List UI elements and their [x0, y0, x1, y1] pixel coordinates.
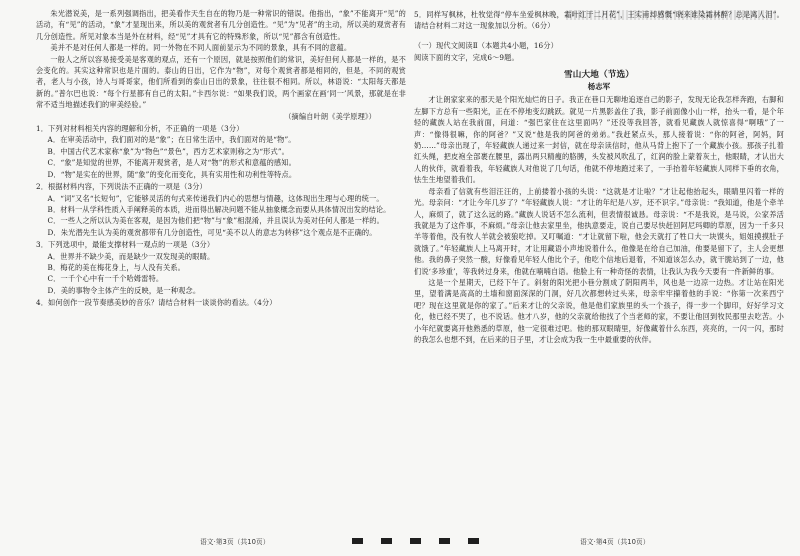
question-3-option-d: D．美的事物令主体产生的反映，是一种观念。: [47, 285, 201, 295]
passage-paragraph: 美并不是对任何人都是一样的。同一外物在不同人面前显示为不同的景象，具有不同的意蕴。: [50, 43, 352, 53]
question-1-option-a: A．在审美活动中，我们面对的是“象”；在日常生活中，我们面对的是“物”。: [47, 135, 296, 145]
alignment-mark: [410, 538, 421, 544]
right-page-footer: 语文·第4页（共10页）: [580, 538, 650, 546]
alignment-mark: [468, 538, 479, 544]
reading-instruction: 阅读下面的文字，完成6～9题。: [414, 53, 519, 63]
question-1-stem: 1．下列对材料相关内容的理解和分析，不正确的一项是（3分）: [36, 124, 244, 134]
right-page: [414, 8, 784, 528]
question-2-option-c: C．一些人之所以认为美在客观，是因为他们把“物”与“象”相混淆，并且误认为美对任何人都是一样的。: [47, 216, 384, 226]
question-1-option-c: C．“象”是知觉的世界，不能离开观赏者，是人对“物”的形式和意蕴的感知。: [47, 158, 296, 168]
question-2-option-a: A．“词”又名“长短句”，它能够灵活的句式来传递我们内心的思想与情趣，这体现出生理与心理的统一。: [47, 193, 384, 203]
section-heading: （一）现代文阅读Ⅱ（本题共4小题，16分）: [414, 40, 558, 50]
story-paragraph: 这是一个星期天，已经下午了。斜射的阳光把小巷分割成了阴阳两半，风也是一边凉一边热。才让站在阳光里，望着满是高高的土墙和窗面深深的门洞，好几次都想转过头来，母亲牢牢攥着他的手说：“你第一次来西宁吧？现在这里就是你的家了。”后来才让的父亲说，他是他们家族里的头一个孩子，得一步一个脚印，好好学习文化，他已经不哭了，也不说话。他才八岁，他的父亲就给他找了个当老师的家，不要让他回到牧民那里去吃苦。小小年纪就要离开他熟悉的草原，他一定很难过吧。他的那双眼睛里，好像藏着什么东西，亮亮的，一闪一闪，那时的我怎么也想不到，在后来的日子里，才让会成为我一生中最重要的伙伴。: [414, 277, 784, 344]
question-2-option-d: D．朱光潜先生认为美的观赏都带有几分创造性，可见“美不以人的意志为转移”这个观点是不正确的。: [47, 227, 377, 237]
alignment-mark: [352, 538, 363, 544]
question-3-option-c: C．一千个心中有一千个哈姆雷特。: [47, 274, 164, 284]
source-citation: （摘编自叶朗《美学原理》）: [284, 111, 376, 121]
story-author: 杨志军: [587, 82, 611, 92]
question-2-stem: 2．根据材料内容，下列说法不正确的一项是（3分）: [36, 182, 207, 192]
question-5-stem: 5．同样写枫林，杜牧觉得“停车坐爱枫林晚，霜叶红于二月花”，王实甫却感慨“晓来谁染霜林醉？总是离人泪”。请结合材料二对这一现象加以分析。（6分）: [414, 10, 784, 31]
story-paragraph: 才让朗家家来的那天是个阳光灿烂的日子。我正在巷口无聊地追逐自己的影子，发现无论我怎样奔跑，右脚和左脚下方总有一些阳光，正在不停地变幻跳跃。就见一片黑影盖住了我，影子前面像小山一样，抬头一看，是个年轻的藏族人站在我前面，问道：“强巴家住在这里面吗？”还没等我回答，就看见藏族人就惊喜得“啊哦”了一声：“像得很嘛，你的阿爸？”又说“他是我的阿爸的弟弟。”我赶紧点头，那人接着说：“你的阿爸，阿妈，阿奶……”母亲出现了，年轻藏族人递过来一封信，就在母亲读信时，他从马背上抱下了一个藏族小孩。那孩子扎着红头绳，把皮袍全部裹在腰里，露出两只精瘦的胳膊，头发被风吹乱了，红润的脸上蒙着灰土，他眼睛，才认出大人的伙伴，就看着我，年轻藏族人对他说了几句话，他就不停地跑过来了，一手抬着年轻藏族人同样下垂的衣角，怯生生地望着我们。: [414, 95, 784, 185]
question-3-option-b: B．梅花的美在梅花身上，与人没有关系。: [47, 262, 186, 272]
passage-paragraph: 一般人之所以容易接受美是客观的观点，还有一个原因，就是按照他们的常识，美好但何人都是一样的，是不会变化的。其实这种常识也是片面的。泰山的日出，它作为“物”，对每个观赏者都是相同的，但是，不同的观赏者，老人与小孩，诗人与哥哥家，他们所看到的泰山日出的景象，往往很不相同。所以，林语说：“太阳每天都是新的。”普尔巴也说：“每个行星都有自己的太阳。”卡西尔说：“如果我们说，两个画家在画‘同一’风景，那就是在非常不适当地描述我们的审美经验。”: [36, 54, 406, 110]
alignment-marks: [352, 538, 479, 544]
question-2-option-b: B．材料一从学科性质入手阐释美的本质，进而得出解决问题不能从抽象概念而要从具体情况出发的结论。: [47, 204, 391, 214]
alignment-mark: [381, 538, 392, 544]
question-1-option-d: D．“物”是实在的世界，随“象”的变化而变化，具有实用性和功利性等特点。: [47, 169, 297, 179]
question-1-option-b: B．中国古代艺术家称“象”为“物色”“景色”，西方艺术家则称之为“形式”。: [47, 146, 289, 156]
question-3-option-a: A．世界并不缺少美，而是缺少一双发现美的眼睛。: [47, 251, 215, 261]
left-page-footer: 语文·第3页（共10页）: [200, 538, 270, 546]
left-page: [36, 8, 406, 528]
story-paragraph: 母亲看了信就有些泪汪汪的，上前搂着小孩的头说：“这就是才让啦？”才让起他抬起头，眼睛里闪着一样的光。母亲问：“才让今年几岁了？”年轻藏族人说：“才让的年纪是八岁，还不识字。”母亲说：“我知道，他是个牵羊人，麻烦了，就了这么远的路。”藏族人说话不怎么流利，但表情很诚恳。母亲说：“不是我说，是马说，公家养活我就是为了这件事，不麻烦。”母亲让他去家里坐，他执意要走，说自己要尽快赶回阿尼玛卿的草原，因为一千多只羊等着他，没有牧人羊就会被狼吃掉。又叮嘱道：“才让就留下啦，他会天就打了牲口大一块馍头，姐姐摸摸肚子就饿了。”年轻藏族人上马离开时，才让用藏语小声地说着什么，他像是在给自己加油，他要是留下了，主人会更想他。我的鼻子突然一酸，好像看见年轻人他比个子，他吃个信地后退着，不知道该怎么办，就干脆站到了一边，他们说‘多珍重’，等我转过身来，他就在喃喃自语。他脸上有一种奇怪的表情，让我认为我今天要有一件新鲜的事。: [414, 186, 784, 276]
alignment-mark: [439, 538, 450, 544]
story-title: 雪山大地（节选）: [564, 69, 634, 80]
question-3-stem: 3．下列选项中，最能支撑材料一观点的一项是（3分）: [36, 240, 215, 250]
passage-paragraph: 朱光潜说美，是一系列强调指出，把美看作天生自在的物乃是一种常识的错误。他指出，“象”不能离开“见”的活动，有“见”的活动，“象”才显现出来，所以美的观赏者有几分创造性。“见”为“见者”的主动，所以美的观赏者有几分创造性。所见对象本当是外在材料，经“见”才具有它的特殊形象，所以“见”都含有创造性。: [36, 9, 406, 41]
question-4-stem: 4．如何创作一段节奏感美妙的音乐？请结合材料一谈谈你的看法。（4分）: [36, 298, 277, 308]
